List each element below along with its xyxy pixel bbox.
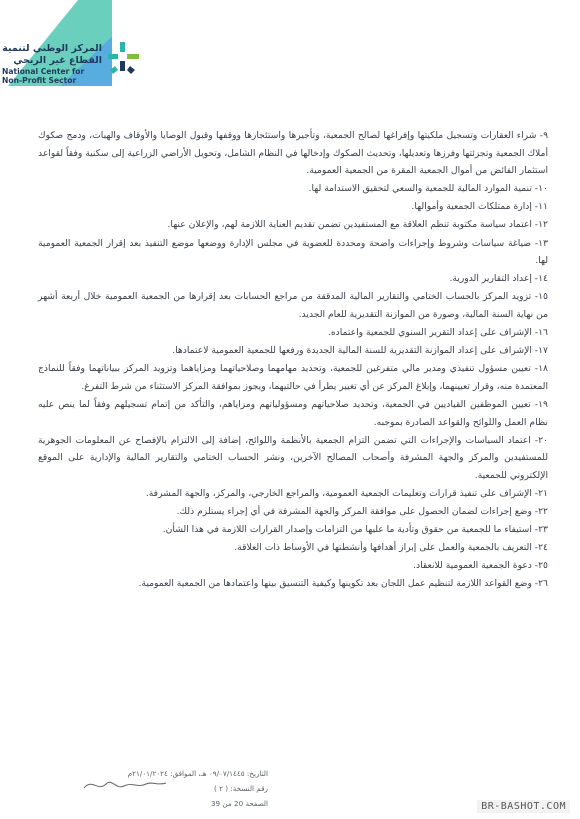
list-item: ١٤- إعداد التقارير الدورية. <box>449 273 548 285</box>
logo-name-ar-line1: المركز الوطني لتنمية <box>2 43 102 54</box>
list-item: ٢٢- وضع إجراءات لضمان الحصول على موافقة المركز والجهة المشرفة في أي إجراء يستلزم ذلك. <box>176 505 548 517</box>
org-logo <box>2 40 140 100</box>
list-item: ٩- شراء العقارات وتسجيل ملكيتها وإفراغها لصالح الجمعية، وتأجيرها واستئجارها ووقفها وقبول الوصايا والأوقاف والهبات، ودمج صكوك أملاك الجمعية وتجزئتها وفرزها وتعديلها، وتحديث الصكوك وإدخالها في النظام الشامل، وتحويل الأراضي الزراعية إلى سكنية وفقاً لقواعد استثمار الفائض من أموال الجمعية المقرة من الجمعية العمومية. <box>38 130 548 177</box>
logo-name-ar-line2: القطاع غير الربحي <box>13 54 102 66</box>
list-item: ١٩- تعيين الموظفين القياديين في الجمعية، وتحديد صلاحياتهم ومسؤولياتهم ومزاياهم، والتأكد من إتمام تسجيلهم وفقاً لما ينص عليه نظام العمل واللوائح والقواعد الصادرة بموجبه. <box>38 398 548 428</box>
list-item: ١٣- صياغة سياسات وشروط وإجراءات واضحة ومحددة للعضوية في مجلس الإدارة ووضعها موضع التنفيذ بعد إقرار الجمعية العمومية لها. <box>38 237 548 267</box>
list-item: ٢١- الإشراف على تنفيذ قرارات وتعليمات الجمعية العمومية، والمراجع الخارجي، والمركز، والجهة المشرفة. <box>145 487 548 499</box>
list-item: ٢٦- وضع القواعد اللازمة لتنظيم عمل اللجان بعد تكوينها وكيفية التنسيق بينها واعتمادها من الجمعية العمومية. <box>138 578 548 590</box>
list-item: ١٧- الإشراف على إعداد الموازنة التقديرية للسنة المالية الجديدة ورفعها للجمعية العمومية لاعتمادها. <box>172 345 548 357</box>
logo-name-en-line2: Non-Profit Sector <box>2 75 77 85</box>
document-footer <box>68 766 268 811</box>
document-version: رقم النسخة: ( ٢ ) <box>214 784 268 793</box>
list-item: ٢٤- التعريف بالجمعية والعمل على إبراز أهدافها وأنشطتها في الأوساط ذات العلاقة. <box>234 542 548 554</box>
page-number: الصفحة 20 من 39 <box>210 799 268 808</box>
list-item: ١٦- الإشراف على إعداد التقرير السنوي للجمعية واعتماده. <box>327 327 548 339</box>
list-item: ٢٠- اعتماد السياسات والإجراءات التي تضمن التزام الجمعية بالأنظمة واللوائح، إضافة إلى الالتزام بالإفصاح عن المعلومات الجوهرية للمستفيدين والمركز والجهة المشرفة وأصحاب المصالح الآخرين، ونشر الحساب الختامي والتقارير المالية والإدارية على الموقع الإلكتروني للجمعية. <box>38 434 548 481</box>
site-watermark: BR-BASHOT.COM <box>477 800 570 813</box>
list-item: ١٢- اعتماد سياسة مكتوبة تنظم العلاقة مع المستفيدين تضمن تقديم العناية اللازمة لهم، والإعلان عنها. <box>167 219 548 231</box>
list-item: ٢٣- استيفاء ما للجمعية من حقوق وتأدية ما عليها من التزامات وإصدار القرارات اللازمة في هذا الشأن. <box>162 524 548 536</box>
list-item: ١٥- تزويد المركز بالحساب الختامي والتقارير المالية المدققة من مراجع الحسابات بعد إقرارها من الجمعية العمومية خلال أربعة أشهر من نهاية السنة المالية، وصورة من الموازنة التقديرية للعام الجديد. <box>38 291 548 320</box>
list-item: ١٠- تنمية الموارد المالية للجمعية والسعي لتحقيق الاستدامة لها. <box>308 183 548 195</box>
logo-name-en-line1: National Center for <box>2 67 85 76</box>
duties-list <box>38 127 548 593</box>
list-item: ١٨- تعيين مسؤول تنفيذي ومدير مالي متفرغين للجمعية، وتحديد مهامهما وصلاحياتهما ومزاياهما وتزويد المركز ببياناتهما وفقاً للنماذج المعتمدة منه، وقرار تعيينهما، وإبلاغ المركز عن أي تغيير يطرأ في حالتيهما، ويجوز بموافقة المركز الاستثناء من شرط التفرغ. <box>38 363 548 392</box>
ncnp-logo-icon <box>106 40 142 82</box>
document-date: التاريخ: ٠٩/٠٧/١٤٤٥ هـ، الموافق: ٢١/٠١/٢٠٢٤م <box>127 769 268 778</box>
list-item: ١١- إدارة ممتلكات الجمعية وأموالها. <box>411 201 548 213</box>
list-item: ٢٥- دعوة الجمعية العمومية للانعقاد. <box>413 560 548 572</box>
